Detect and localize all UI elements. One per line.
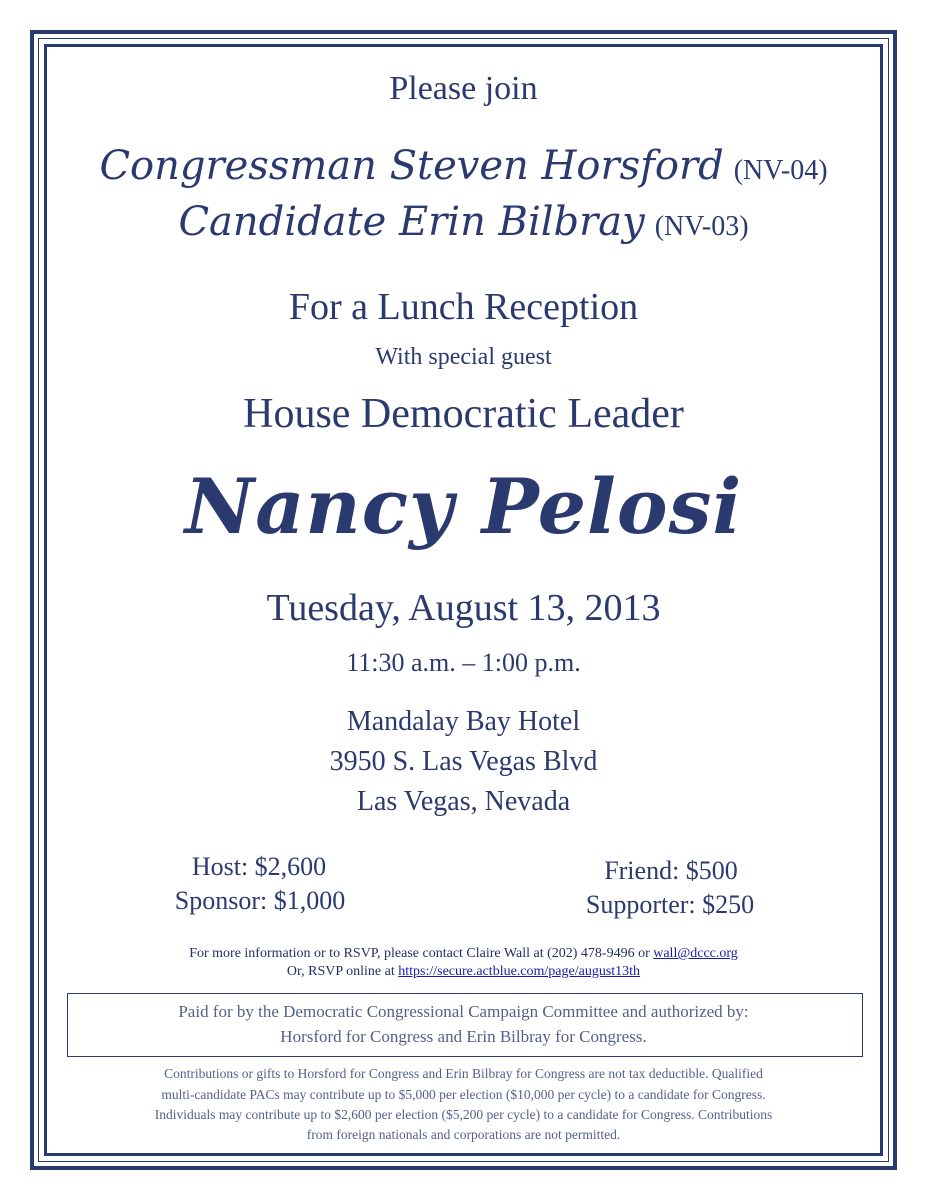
host2-district: (NV-03) [654,211,749,242]
fine-print-4: from foreign nationals and corporations are not permitted. [306,1127,621,1142]
special-guest-label: With special guest [375,344,552,370]
guest-name: Nancy Pelosi [184,462,743,551]
rsvp-url-link[interactable]: https://secure.actblue.com/page/august13th [398,964,641,979]
rsvp-online-text: Or, RSVP online at [286,964,399,979]
tier-host: Host: $2,600 [191,852,327,881]
fine-print-3: Individuals may contribute up to $2,600 per election ($5,200 per cycle) to a candidate for Congress. Contributions [154,1107,773,1122]
venue-name: Mandalay Bay Hotel [346,706,581,737]
rsvp-email-link[interactable]: wall@dccc.org [653,946,738,961]
tier-supporter: Supporter: $250 [585,890,755,919]
event-title: For a Lunch Reception [288,286,639,328]
host1-name: Congressman Steven Horsford [99,143,724,189]
rsvp-contact-text: For more information or to RSVP, please contact Claire Wall at (202) 478-9496 or [189,946,654,961]
event-date: Tuesday, August 13, 2013 [266,587,661,629]
host-line-horsford [44,142,883,189]
host-line-bilbray [44,198,883,245]
venue-street: 3950 S. Las Vegas Blvd [329,746,598,777]
tier-sponsor: Sponsor: $1,000 [174,886,346,915]
host1-district: (NV-04) [733,155,828,186]
tier-friend: Friend: $500 [604,856,738,885]
fine-print-1: Contributions or gifts to Horsford for Congress and Erin Bilbray for Congress are not tax deductible. Qualified [164,1066,763,1081]
host2-name: Candidate Erin Bilbray [178,199,645,245]
paid-for-line-2: Horsford for Congress and Erin Bilbray for Congress. [280,1027,647,1046]
rsvp-contact [44,946,883,962]
rsvp-online [44,964,883,980]
fine-print-2: multi-candidate PACs may contribute up to $5,000 per election ($10,000 per cycle) to a candidate for Congress. [161,1087,766,1102]
paid-for-line-1: Paid for by the Democratic Congressional Campaign Committee and authorized by: [178,1002,749,1021]
event-time: 11:30 a.m. – 1:00 p.m. [346,648,581,677]
venue-city: Las Vegas, Nevada [356,786,571,817]
guest-title: House Democratic Leader [243,391,684,437]
please-join: Please join [389,70,538,107]
